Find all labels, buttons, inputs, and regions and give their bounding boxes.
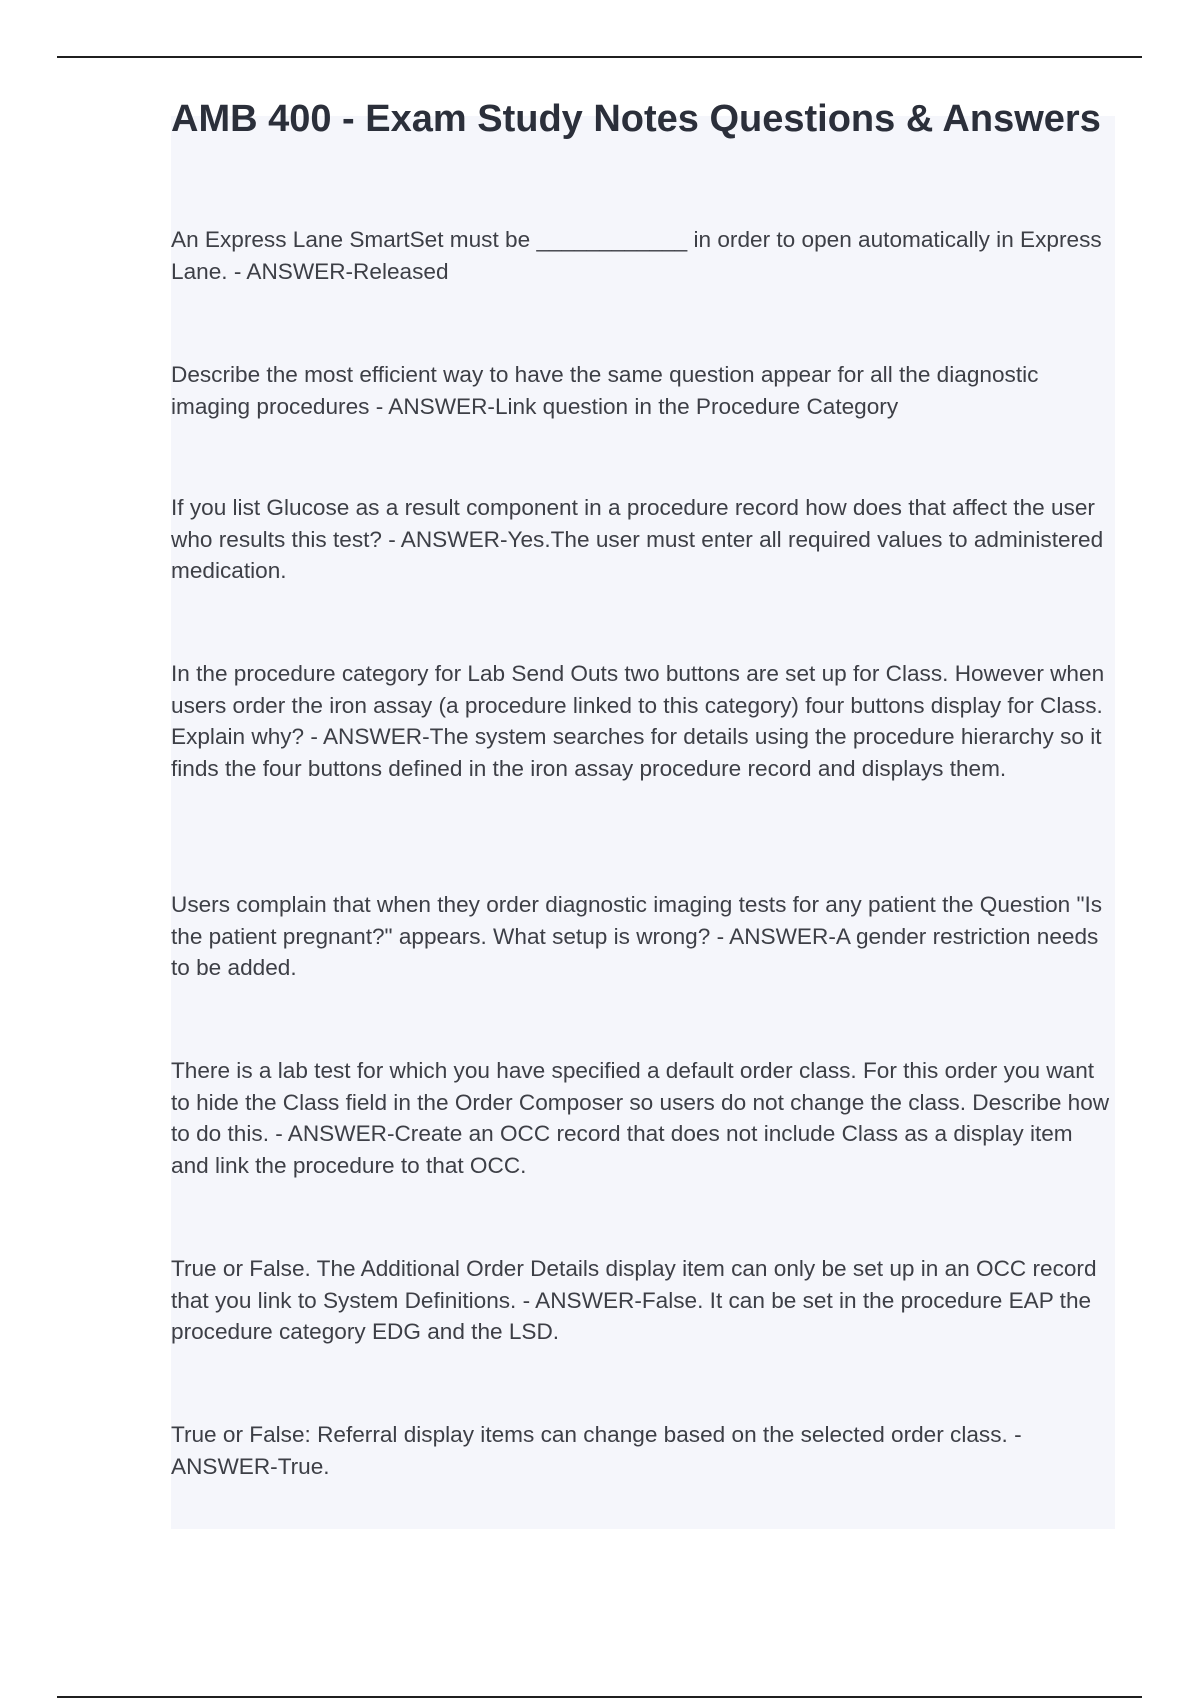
- qa-item-7: True or False. The Additional Order Details display item can only be set up in an OCC record that you link to System Definitions. - ANSWER-False. It can be set in the procedure EAP the procedure category EDG and the LSD.: [171, 1256, 1097, 1344]
- qa-item-2: Describe the most efficient way to have the same question appear for all the diagnostic imaging procedures - ANSWER-Link question in the Procedure Category: [171, 362, 1039, 419]
- qa-item-1: An Express Lane SmartSet must be ____________ in order to open automatically in Express Lane. - ANSWER-Released: [171, 227, 1102, 284]
- top-rule: [57, 56, 1142, 58]
- qa-item-3: If you list Glucose as a result component in a procedure record how does that affect the user who results this test? - ANSWER-Yes.The user must enter all required values to administered medication.: [171, 495, 1104, 583]
- bottom-rule: [57, 1696, 1142, 1698]
- qa-item-6: There is a lab test for which you have specified a default order class. For this order you want to hide the Class field in the Order Composer so users do not change the class. Describe how to do this. - ANSWER-Create an OCC record that does not include Class as a display item and link the procedure to that OCC.: [171, 1058, 1110, 1178]
- qa-item-4: In the procedure category for Lab Send Outs two buttons are set up for Class. However when users order the iron assay (a procedure linked to this category) four buttons display for Class. Explain why? - ANSWER-The system searches for details using the procedure hierarchy so it finds the four buttons defined in the iron assay procedure record and displays them.: [171, 661, 1105, 781]
- qa-item-8: True or False: Referral display items can change based on the selected order class. - ANSWER-True.: [171, 1422, 1022, 1479]
- document-title: AMB 400 - Exam Study Notes Questions & Answers: [171, 98, 1101, 140]
- qa-item-5: Users complain that when they order diagnostic imaging tests for any patient the Question "Is the patient pregnant?" appears. What setup is wrong? - ANSWER-A gender restriction needs to be added.: [171, 892, 1103, 980]
